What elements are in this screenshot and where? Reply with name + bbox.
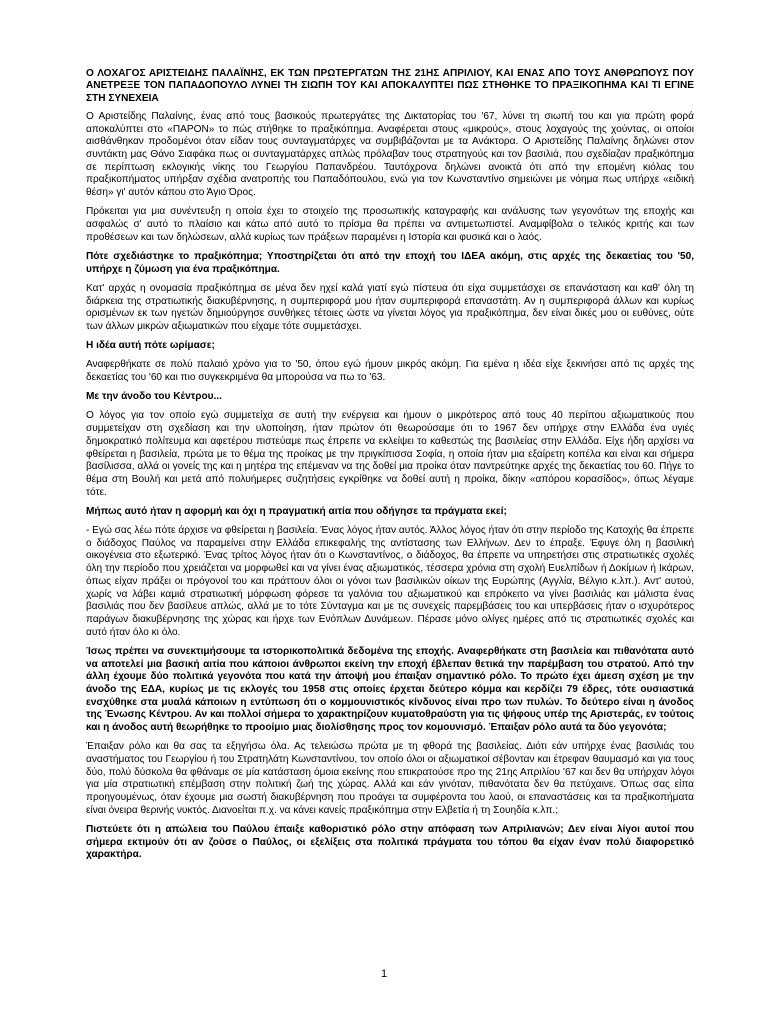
question-2: Η ιδέα αυτή πότε ωρίμασε; xyxy=(86,340,215,352)
article-body xyxy=(86,68,694,869)
intro-paragraph-2: Πρόκειται για μια συνέντευξη η οποία έχει το στοιχείο της προσωπικής καταγραφής και ανάλυσης των γεγονότων της εποχής και ασφαλώς σ' αυτό το πλαίσιο και κάτω από αυτό το πρίσμα θα πρέπει να αντιμετωπιστεί. Αναμφίβολα ο τελικός κριτής και των προθέσεων και των δηλώσεων, αλλά κυρίως των πράξεων παραμένει η Ιστορία και φυσικά και ο λαός. xyxy=(86,206,694,243)
article-title: Ο ΛΟΧΑΓΟΣ ΑΡΙΣΤΕΙΔΗΣ ΠΑΛΑΪΝΗΣ, ΕΚ ΤΩΝ ΠΡΩΤΕΡΓΑΤΩΝ ΤΗΣ 21ΗΣ ΑΠΡΙΛΙΟΥ, ΚΑΙ ΕΝΑΣ ΑΠΟ ΤΟΥΣ ΑΝΘΡΩΠΟΥΣ ΠΟΥ ΑΝΕΤΡΕΞΕ ΤΟΝ ΠΑΠΑΔΟΠΟΥΛΟ ΛΥΝΕΙ ΤΗ ΣΙΩΠΗ ΤΟΥ ΚΑΙ ΑΠΟΚΑΛΥΠΤΕΙ ΠΩΣ ΣΤΗΘΗΚΕ ΤΟ ΠΡΑΞΙΚΟΠΗΜΑ ΚΑΙ ΤΙ ΕΓΙΝΕ ΣΤΗ ΣΥΝΕΧΕΙΑ xyxy=(86,68,694,104)
question-1: Πότε σχεδιάστηκε το πραξικόπημα; Υποστηρίζεται ότι από την εποχή του ΙΔΕΑ ακόμη, στις αρχές της δεκαετίας του '50, υπήρχε η ζύμωση για ένα πραξικόπημα. xyxy=(86,250,694,275)
answer-5: Έπαιξαν ρόλο και θα σας τα εξηγήσω όλα. Ας τελειώσω πρώτα με τη φθορά της βασιλείας. Διότι εάν υπήρχε ένας βασιλιάς του αναστήματος του Γεωργίου ή του Στρατηλάτη Κωνσταντίνου, τον οποίο όλοι οι αξιωματικοί σέβονταν και έτρεφαν θαυμασμό και για τους δύο, πολύ δύσκολα θα φθάναμε σε μία κατάσταση όμοια εκείνης που επικρατούσε προ της 21ης Απριλίου '67 και δεν θα υπήρχαν λόγοι για μία στρατιωτική επέμβαση στην πολιτική ζωή της χώρας. Αλλά και εάν γινόταν, πιθανότατα δεν θα πετύχαινε. Όπως σας είπα προηγουμένως, όταν έχουμε μια σωστή διακυβέρνηση που προάγει τα συμφέροντα του λαού, οι επαναστάσεις και τα πραξικοπήματα είναι όνειρα θερινής νυκτός. Διανοείται π.χ. να κάνει κανείς πραξικόπημα στην Ελβετία ή τη Σουηδία κ.λπ.; xyxy=(86,741,694,816)
question-6: Πιστεύετε ότι η απώλεια του Παύλου έπαιξε καθοριστικό ρόλο στην απόφαση των Απριλιανών; Δεν είναι λίγοι αυτοί που σήμερα εκτιμούν ότι αν ζούσε ο Παύλος, οι εξελίξεις στα πολιτικά πράγματα του τόπου θα είχαν έναν πολύ διαφορετικό χαρακτήρα. xyxy=(86,824,694,861)
answer-1: Κατ' αρχάς η ονομασία πραξικόπημα σε μένα δεν ηχεί καλά γιατί εγώ πίστευα ότι είχα συμμετάσχει σε επανάσταση και καθ' όλη τη διάρκεια της στρατιωτικής διακυβέρνησης, η συμπεριφορά μου ήταν συμπεριφορά επαναστάτη. Αν η συμπεριφορά άλλων και κυρίως ορισμένων εκ των ηγετών δημιούργησε συνθήκες τέτοιες ώστε να γίνεται λόγος για πραξικόπημα, δεν είναι δικές μου οι ευθύνες, ούτε των άλλων μικρών αξιωματικών που είχαμε τότε συμμετάσχει. xyxy=(86,282,694,332)
page-number: 1 xyxy=(380,968,388,980)
question-4: Μήπως αυτό ήταν η αφορμή και όχι η πραγματική αιτία που οδήγησε τα πράγματα εκεί; xyxy=(86,505,507,517)
question-5: Ίσως πρέπει να συνεκτιμήσουμε τα ιστορικοπολιτικά δεδομένα της εποχής. Αναφερθήκατε στη βασιλεία και πιθανότατα αυτό να αποτελεί μια βασική αιτία που κάποιοι άνθρωποι εκείνη την εποχή έβλεπαν θετικά την παρέμβαση του στρατού. Από την άλλη έχουμε δύο πολιτικά γεγονότα που κατά την άποψή μου έπαιξαν σημαντικό ρόλο. Το πρώτο έχει άμεση σχέση με την άνοδο της ΕΔΑ, κυρίως με τις εκλογές του 1958 στις οποίες έρχεται δεύτερο κόμμα και κερδίζει 79 έδρες, τότε ουσιαστικά ενσχύθηκε στα μυαλά κάποιων η εντύπωση ότι ο κομμουνιστικός κίνδυνος είναι προ των πυλών. Το δεύτερο είναι η άνοδος της Ένωσης Κέντρου. Αν και πολλοί σήμερα το χαρακτηρίζουν κυματοθραύστη για τις ψήφους υπέρ της Αριστεράς, εν τούτοις και η άνοδος αυτή θεωρήθηκε το προοίμιο μιας διολίσθησης προς τον κομουνισμό. Έπαιξαν ρόλο αυτά τα δύο γεγονότα; xyxy=(86,645,694,734)
intro-paragraph-1: Ο Αριστείδης Παλαίνης, ένας από τους βασικούς πρωτεργάτες της Δικτατορίας του '67, λύνει τη σιωπή του και για πρώτη φορά αποκαλύπτει στο «ΠΑΡΟΝ» το πώς στήθηκε το πραξικόπημα. Αναφέρεται στους «μικρούς», στους λοχαγούς της χούντας, οι οποίοι αισθάνθηκαν προδομένοι όταν είδαν τους συνταγματάρχες να συμβιβάζονται με τα Ανάκτορα. Ο Αριστείδης Παλαίνης δηλώνει στον συντάκτη μας Θάνο Σιαφάκα πως οι συνταγματάρχες απλώς πρόλαβαν τους στρατηγούς και τον βασιλιά, που σχεδίαζαν πραξικόπημα σε περίπτωση εκλογικής νίκης του Γεωργίου Παπανδρέου. Ταυτόχρονα δηλώνει ανοικτά ότι από την επομένη κιόλας του πραξικοπήματος υπήρξαν σχέδια ανατροπής του Παπαδόπουλου, ενώ για τον Κωνσταντίνο σημειώνει με νόημα πως υπήρχε «ειδική θέση» γι' αυτόν κάπου στο Άγιο Όρος. xyxy=(86,110,694,199)
question-3: Με την άνοδο του Κέντρου... xyxy=(86,391,222,403)
answer-4: - Εγώ σας λέω πότε άρχισε να φθείρεται η βασιλεία. Ένας λόγος ήταν αυτός. Άλλος λόγος ήταν ότι στην περίοδο της Κατοχής θα έπρεπε ο διάδοχος Παύλος να παραμείνει στην Ελλάδα επικεφαλής της αντίστασης των Ελλήνων. Δεν το έπραξε. Έφυγε όλη η βασιλική οικογένεια στο εξωτερικό. Ένας τρίτος λόγος ήταν ότι ο Κωνσταντίνος, ο διάδοχος, θα έπρεπε να υπηρετήσει στις στρατιωτικές σχολές όλη την περίοδο που χρειάζεται να μορφωθεί και να γίνει ένας αξιωματικός, τέσσερα χρόνια στη σχολή Ευελπίδων ή Δοκίμων ή Ικάρων, όπως είχαν πράξει οι πρόγονοί του και πράττουν όλοι οι γόνοι των βασιλικών οίκων της Ευρώπης (Αγγλία, Βέλγιο κ.λπ.). Αντ' αυτού, χωρίς να λάβει καμιά στρατιωτική μόρφωση φόρεσε τα γαλόνια του αξιωματικού και επρόκειτο να γίνει βασιλιάς και μάλιστα ένας βασιλιάς που δεν βασίλευε απλώς, αλλά με το τότε Σύνταγμα και με τις συνεχείς παρεμβάσεις του και υπερβάσεις ήταν ο ισχυρότερος παράγων διακυβέρνησης της χώρας και ήρχε των Ενόπλων Δυνάμεων. Πέρασε μόνο ολίγες ημέρες από τις στρατιωτικές σχολές και αυτό ήταν όλο κι όλο. xyxy=(86,525,694,638)
answer-2: Αναφερθήκατε σε πολύ παλαιό χρόνο για το '50, όπου εγώ ήμουν μικρός ακόμη. Για εμένα η ιδέα είχε ξεκινήσει από τις αρχές της δεκαετίας του '60 και πιο συγκεκριμένα θα μπορούσα να πω το '63. xyxy=(86,359,694,384)
answer-3: Ο λόγος για τον οποίο εγώ συμμετείχα σε αυτή την ενέργεια και ήμουν ο μικρότερος από τους 40 περίπου αξιωματικούς που συμμετείχαν στη σχεδίαση και την υλοποίηση, ήταν πρώτον ότι θεωρούσαμε ότι το 1967 δεν υπήρχε στην Ελλάδα ένα υγιές δημοκρατικό πολίτευμα και αφετέρου πιστεύαμε πως έπρεπε να εκλείψει το καθεστώς της βασιλείας στην Ελλάδα. Είχε ήδη αρχίσει να φθείρεται η βασιλεία, πρώτα με το θέμα της προίκας με την πριγκίπισσα Σοφία, η οποία ήταν μια εξαίρετη κοπέλα και είναι και σήμερα βασίλισσα, αλλά οι γονείς της και η μητέρα της επέμεναν να της δοθεί μια προίκα όταν παντρεύτηκε αρχές της δεκαετίας του 60. Πήγε το θέμα στη Βουλή και μετά από πολυήμερες συζητήσεις εγκρίθηκε να δοθεί αυτή η προίκα, δίκην «απόρου κορασίδος», όπως λέγαμε τότε. xyxy=(86,410,694,498)
